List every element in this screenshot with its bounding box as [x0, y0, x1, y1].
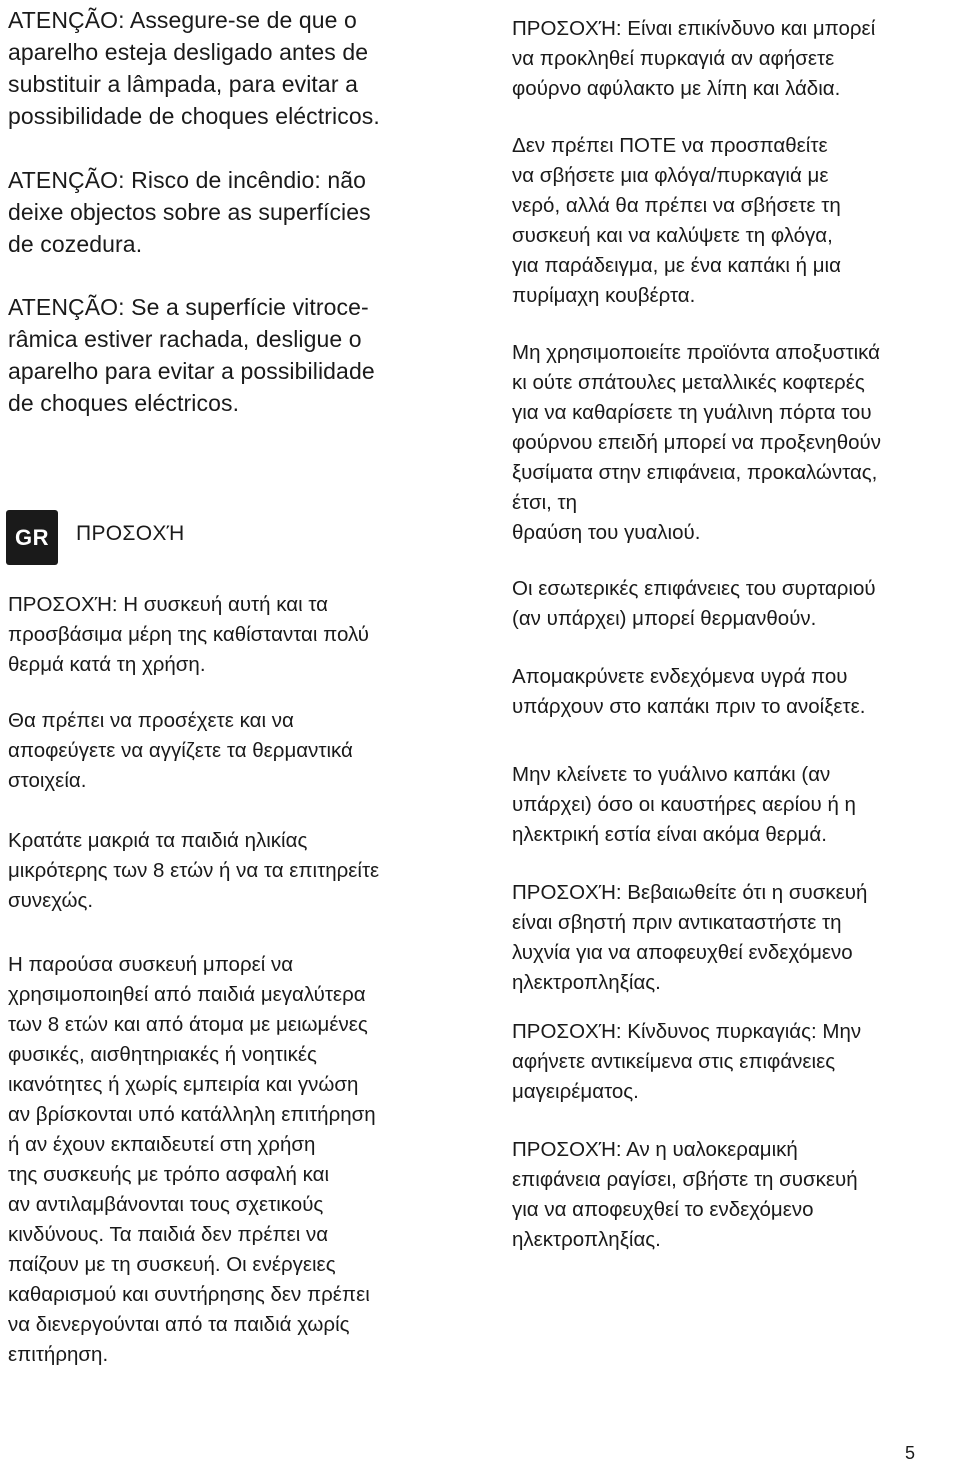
- gr-paragraph-supervision: Η παρούσα συσκευή μπορεί να χρησιμοποιηθεί από παιδιά μεγαλύτερα των 8 ετών και από άτομα με μειωμένες φυσικές, αισθητηριακές ή νοητικές ικανότητες ή χωρίς εμπειρία και γνώση αν βρίσκονται υπό κατάλληλη επιτήρηση ή αν έχουν εκπαιδευτεί στη χρήση της συσκευής με τρόπο ασφαλή και αν αντιλαμβάνονται τους σχετικούς κινδύνους. Τα παιδιά δεν πρέπει να παίζουν με τη συσκευή. Οι ενέργειες καθαρισμού και συντήρησης δεν πρέπει να διενεργούνται από τα παιδιά χωρίς επιτήρηση.: [8, 953, 376, 1366]
- language-badge: [6, 510, 58, 565]
- gr-paragraph-remove-liquids: Απομακρύνετε ενδεχόμενα υγρά που υπάρχουν στο καπάκι πριν το ανοίξετε.: [512, 665, 866, 718]
- gr-paragraph-fire-water: Δεν πρέπει ΠΟΤΕ να προσπαθείτε να σβήσετε μια φλόγα/πυρκαγιά με νερό, αλλά θα πρέπει να σβήσετε τη συσκευή και να καλύψετε τη φλόγα, για παράδειγμα, με ένα καπάκι ή μια πυρίμαχη κουβέρτα.: [512, 134, 841, 307]
- gr-paragraph-lamp-replace: ΠΡΟΣΟΧΉ: Βεβαιωθείτε ότι η συσκευή είναι σβηστή πριν αντικαταστήστε τη λυχνία για να αποφευχθεί ενδεχόμενο ηλεκτροπληξίας.: [512, 881, 868, 994]
- gr-paragraph-glass-lid: Μην κλείνετε το γυάλινο καπάκι (αν υπάρχει) όσο οι καυστήρες αερίου ή η ηλεκτρική εστία είναι ακόμα θερμά.: [512, 763, 856, 846]
- gr-paragraph-cracked-ceramic: ΠΡΟΣΟΧΉ: Αν η υαλοκεραμική επιφάνεια ραγίσει, σβήστε τη συσκευή για να αποφευχθεί το ενδεχόμενο ηλεκτροπληξίας.: [512, 1138, 858, 1251]
- language-badge-label: GR: [15, 524, 49, 550]
- gr-paragraph-abrasive-cleaners: Μη χρησιμοποιείτε προϊόντα αποξυστικά κι ούτε σπάτουλες μεταλλικές κοφτερές για να καθαρίσετε τη γυάλινη πόρτα του φούρνου επειδή μπορεί να προξενηθούν ξυσίματα στην επιφάνεια, προκαλώντας, έτσι, τη θραύση του γυαλιού.: [512, 341, 881, 544]
- pt-warning-lamp: ATENÇÃO: Assegure-se de que o aparelho esteja desligado antes de substituir a lâmpada, para evitar a possibilidade de choques eléctricos.: [8, 7, 380, 129]
- gr-paragraph-heating-elements: Θα πρέπει να προσέχετε και να αποφεύγετε να αγγίζετε τα θερμαντικά στοιχεία.: [8, 709, 353, 792]
- gr-paragraph-hot-parts: ΠΡΟΣΟΧΉ: Η συσκευή αυτή και τα προσβάσιμα μέρη της καθίστανται πολύ θερμά κατά τη χρήση.: [8, 593, 369, 676]
- gr-paragraph-fire-risk: ΠΡΟΣΟΧΉ: Κίνδυνος πυρκαγιάς: Μην αφήνετε αντικείμενα στις επιφάνειες μαγειρέματος.: [512, 1020, 862, 1103]
- pt-warning-ceramic: ATENÇÃO: Se a superfície vitroce- râmica estiver rachada, desligue o aparelho para evitar a possibilidade de choques eléctricos.: [8, 294, 375, 416]
- pt-warning-fire: ATENÇÃO: Risco de incêndio: não deixe objectos sobre as superfícies de cozedura.: [8, 167, 371, 257]
- section-title: ΠΡΟΣΟΧΉ: [76, 522, 185, 545]
- page-number: 5: [905, 1443, 916, 1463]
- gr-paragraph-children-8: Κρατάτε μακριά τα παιδιά ηλικίας μικρότερης των 8 ετών ή να τα επιτηρείτε συνεχώς.: [8, 829, 380, 912]
- gr-paragraph-unattended-oven: ΠΡΟΣΟΧΉ: Είναι επικίνδυνο και μπορεί να προκληθεί πυρκαγιά αν αφήσετε φούρνο αφύλακτο με λίπη και λάδια.: [512, 17, 876, 100]
- gr-paragraph-drawer-surfaces: Οι εσωτερικές επιφάνειες του συρταριού (αν υπάρχει) μπορεί θερμανθούν.: [512, 577, 876, 630]
